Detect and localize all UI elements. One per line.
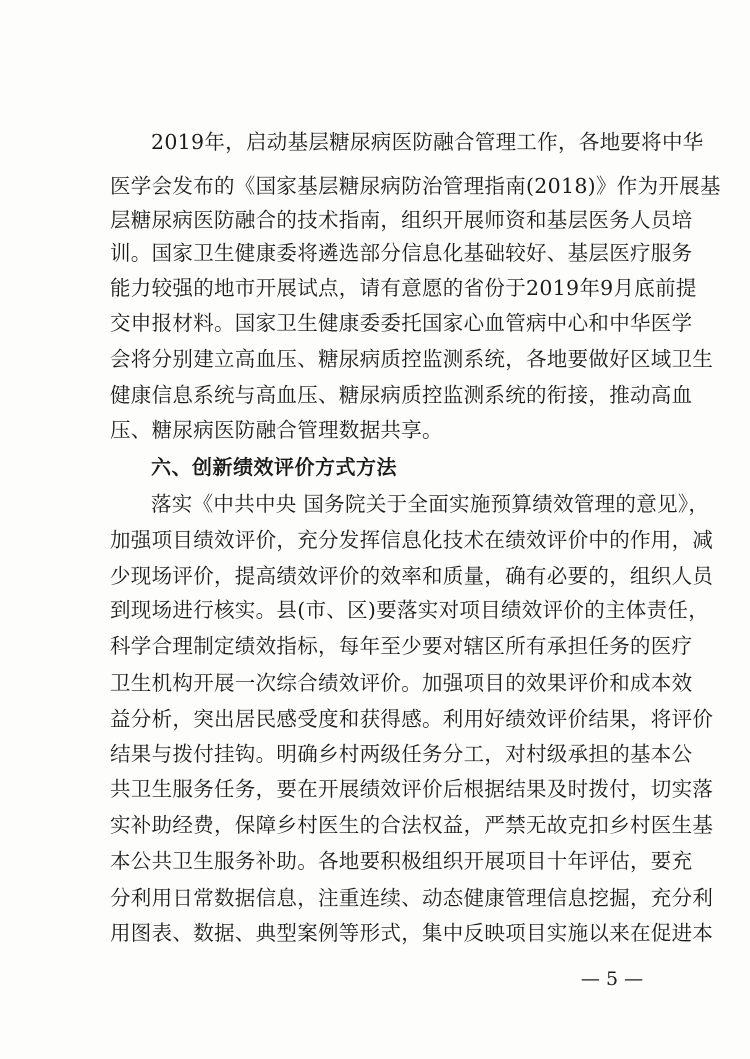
paragraph-2-line-5: 科学合理制定绩效指标，每年至少要对辖区所有承担任务的医疗 — [110, 634, 693, 658]
paragraph-1-line-1: 2019年，启动基层糖尿病医防融合管理工作，各地要将中华 — [151, 130, 704, 154]
paragraph-1-line-8: 健康信息系统与高血压、糖尿病质控监测系统的衔接，推动高血 — [110, 383, 693, 407]
paragraph-2-line-11: 本公共卫生服务补助。各地要积极组织开展项目十年评估，要充 — [110, 849, 693, 873]
paragraph-2-line-9: 共卫生服务任务，要在开展绩效评价后根据结果及时拨付，切实落 — [110, 777, 714, 801]
paragraph-2-line-6: 卫生机构开展一次综合绩效评价。加强项目的效果评价和成本效 — [110, 671, 693, 695]
paragraph-1-line-5: 能力较强的地市开展试点，请有意愿的省份于2019年9月底前提 — [110, 276, 697, 300]
paragraph-2-line-10: 实补助经费，保障乡村医生的合法权益，严禁无故克扣乡村医生基 — [110, 813, 714, 837]
paragraph-2-line-2: 加强项目绩效评价，充分发挥信息化技术在绩效评价中的作用，减 — [110, 528, 714, 552]
paragraph-2-line-8: 结果与拨付挂钩。明确乡村两级任务分工，对村级承担的基本公 — [110, 742, 693, 766]
paragraph-2-line-1: 落实《中共中央 国务院关于全面实施预算绩效管理的意见》， — [151, 492, 710, 516]
paragraph-2-line-13: 用图表、数据、典型案例等形式，集中反映项目实施以来在促进本 — [110, 921, 714, 945]
paragraph-2-line-12: 分利用日常数据信息，注重连续、动态健康管理信息挖掘，充分利 — [110, 886, 714, 910]
paragraph-2-line-3: 少现场评价，提高绩效评价的效率和质量，确有必要的，组织人员 — [110, 564, 714, 588]
page-number: — 5 — — [580, 968, 644, 990]
paragraph-2-line-4: 到现场进行核实。县(市、区)要落实对项目绩效评价的主体责任， — [110, 598, 709, 622]
paragraph-1-line-9: 压、糖尿病医防融合管理数据共享。 — [110, 418, 443, 442]
section-heading: 六、创新绩效评价方式方法 — [151, 455, 397, 479]
paragraph-1-line-2: 医学会发布的《国家基层糖尿病防治管理指南(2018)》作为开展基 — [110, 174, 721, 198]
paragraph-1-line-3: 层糖尿病医防融合的技术指南，组织开展师资和基层医务人员培 — [110, 208, 693, 232]
paragraph-1-line-4: 训。国家卫生健康委将遴选部分信息化基础较好、基层医疗服务 — [110, 241, 693, 265]
paragraph-1-line-7: 会将分别建立高血压、糖尿病质控监测系统，各地要做好区域卫生 — [110, 347, 714, 371]
paragraph-2-line-7: 益分析，突出居民感受度和获得感。利用好绩效评价结果，将评价 — [110, 707, 714, 731]
paragraph-1-line-6: 交申报材料。国家卫生健康委委托国家心血管病中心和中华医学 — [110, 311, 693, 335]
